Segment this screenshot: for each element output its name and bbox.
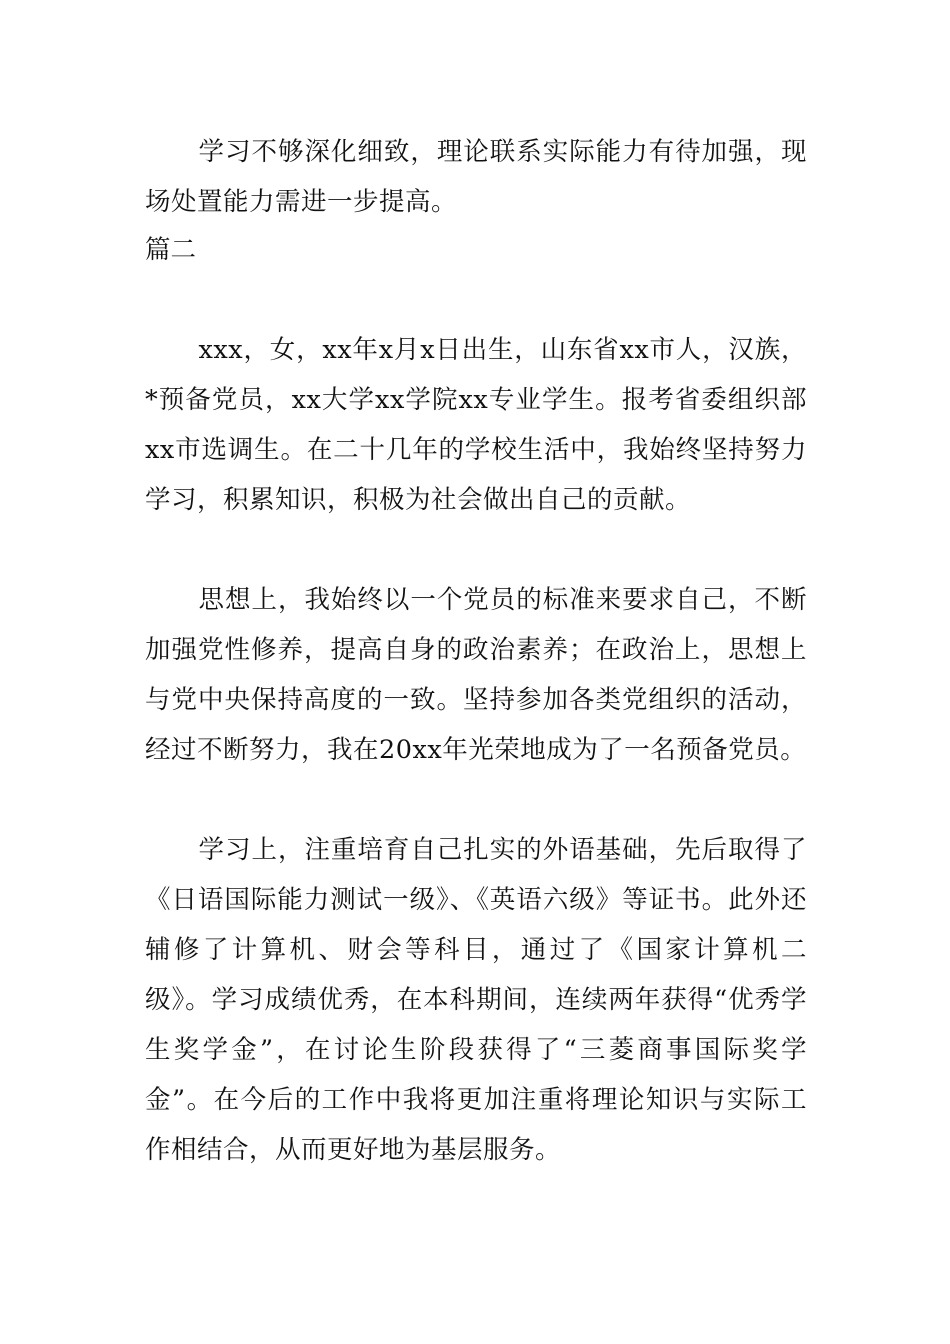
section-heading: 篇二 <box>145 235 197 265</box>
paragraph-3: 思想上，我始终以一个党员的标准来要求自己，不断加强党性修养，提高自身的政治素养；在政治上，思想上与党中央保持高度的一致。坚持参加各类党组织的活动，经过不断努力，我在20xx年光荣地成为了一名预备党员。 <box>145 585 807 765</box>
paragraph-1: 学习不够深化细致，理论联系实际能力有待加强，现场处置能力需进一步提高。 <box>145 137 807 217</box>
paragraph-4: 学习上，注重培育自己扎实的外语基础，先后取得了《日语国际能力测试一级》、《英语六级》等证书。此外还辅修了计算机、财会等科目，通过了《国家计算机二级》。学习成绩优秀，在本科期间，连续两年获得“优秀学生奖学金”，在讨论生阶段获得了“三菱商事国际奖学金”。在今后的工作中我将更加注重将理论知识与实际工作相结合，从而更好地为基层服务。 <box>145 835 807 1165</box>
paragraph-2: xxx，女，xx年x月x日出生，山东省xx市人，汉族，*预备党员，xx大学xx学院xx专业学生。报考省委组织部xx市选调生。在二十几年的学校生活中，我始终坚持努力学习，积累知识，积极为社会做出自己的贡献。 <box>145 335 807 515</box>
